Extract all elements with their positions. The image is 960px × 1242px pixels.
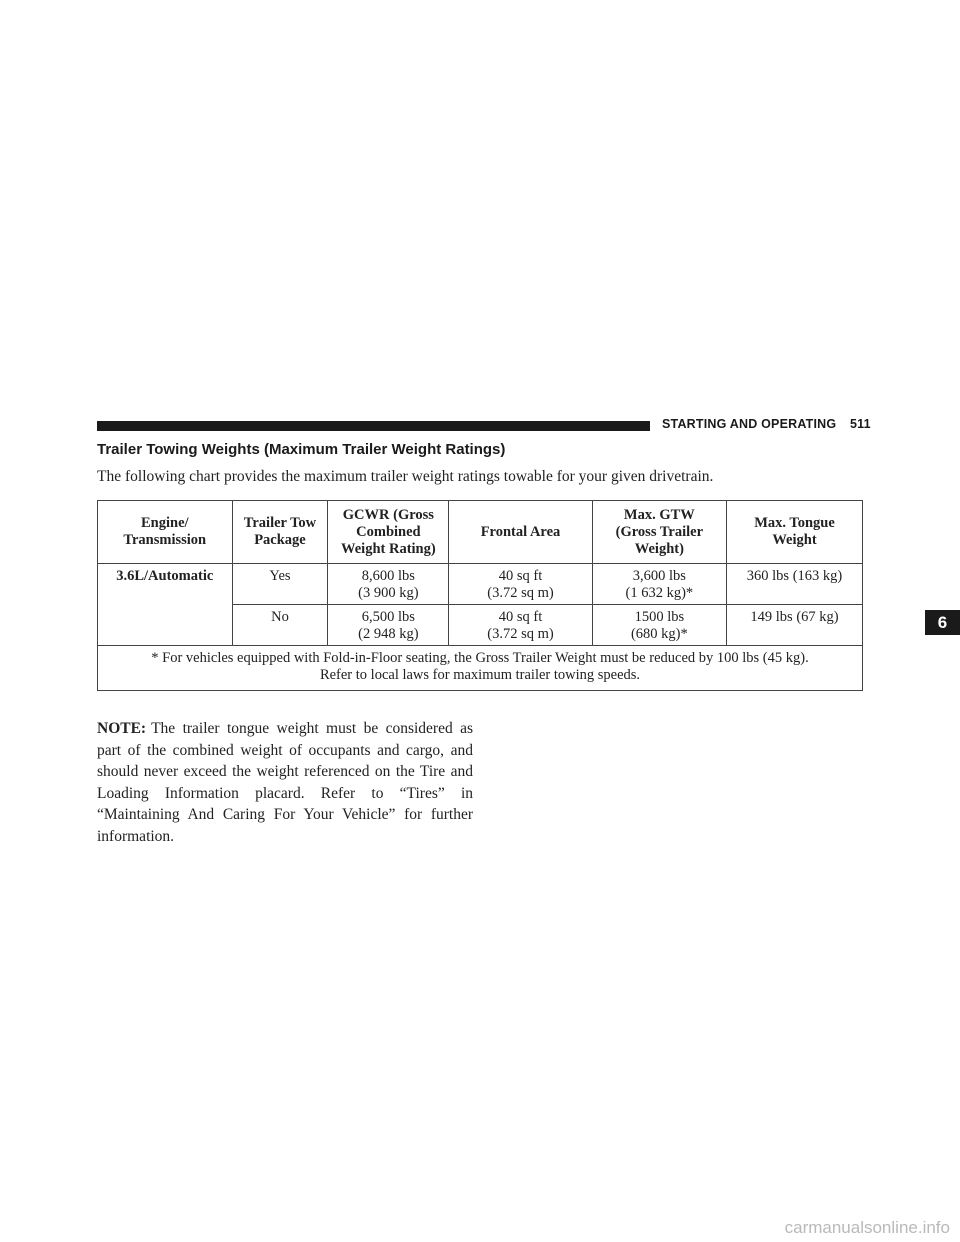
cell-gcwr: 6,500 lbs (2 948 kg) (328, 605, 449, 646)
note-paragraph (97, 718, 473, 847)
cell-gcwr: 8,600 lbs (3 900 kg) (328, 564, 449, 605)
cell-max-tongue: 149 lbs (67 kg) (727, 605, 863, 646)
header-max-gtw: Max. GTW (Gross Trailer Weight) (592, 501, 726, 564)
table-row (98, 564, 863, 605)
section-title: Trailer Towing Weights (Maximum Trailer Weight Ratings) (97, 441, 506, 458)
cell-max-gtw: 1500 lbs (680 kg)* (592, 605, 726, 646)
header-section: STARTING AND OPERATING (662, 417, 837, 431)
table-header-row (98, 501, 863, 564)
chapter-tab: 6 (925, 610, 960, 635)
page-number: 511 (850, 417, 871, 431)
trailer-weights-table (97, 500, 863, 691)
cell-package: Yes (232, 564, 328, 605)
running-header (662, 417, 871, 431)
cell-max-gtw: 3,600 lbs (1 632 kg)* (592, 564, 726, 605)
cell-max-tongue: 360 lbs (163 kg) (727, 564, 863, 605)
header-trailer-tow-package: Trailer Tow Package (232, 501, 328, 564)
header-gcwr: GCWR (Gross Combined Weight Rating) (328, 501, 449, 564)
header-frontal-area: Frontal Area (449, 501, 592, 564)
cell-package: No (232, 605, 328, 646)
cell-engine: 3.6L/Automatic (98, 564, 233, 646)
header-rule (97, 421, 650, 431)
cell-frontal-area: 40 sq ft (3.72 sq m) (449, 605, 592, 646)
cell-frontal-area: 40 sq ft (3.72 sq m) (449, 564, 592, 605)
note-label: NOTE: (97, 720, 147, 737)
note-text: The trailer tongue weight must be considered as part of the combined weight of occupants and cargo, and should never exceed the weight referenced on the Tire and Loading Information placard. Refer to “Tires” in “Maintaining And Caring For Your Vehicle” for further information. (97, 720, 473, 845)
table-footnote: * For vehicles equipped with Fold-in-Floor seating, the Gross Trailer Weight must be reduced by 100 lbs (45 kg). Refer to local laws for maximum trailer towing speeds. (98, 646, 863, 691)
table-footnote-row (98, 646, 863, 691)
intro-paragraph: The following chart provides the maximum trailer weight ratings towable for your given drivetrain. (97, 468, 714, 485)
header-max-tongue-weight: Max. Tongue Weight (727, 501, 863, 564)
header-engine: Engine/ Transmission (98, 501, 233, 564)
watermark: carmanualsonline.info (784, 1218, 950, 1237)
